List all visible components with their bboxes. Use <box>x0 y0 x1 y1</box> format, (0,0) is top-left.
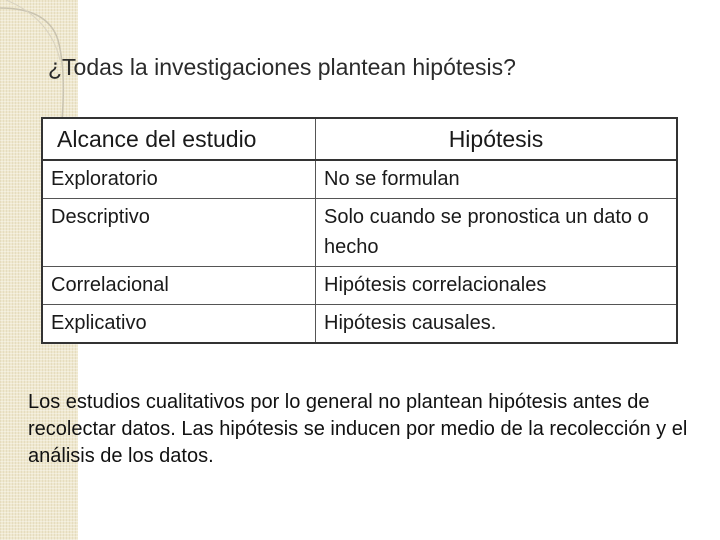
cell-scope: Correlacional <box>42 267 316 305</box>
cell-scope: Explicativo <box>42 305 316 344</box>
cell-hypothesis: No se formulan <box>316 160 678 199</box>
table-row <box>42 267 677 305</box>
cell-hypothesis: Solo cuando se pronostica un dato o hecho <box>316 199 678 267</box>
cell-hypothesis: Hipótesis causales. <box>316 305 678 344</box>
qualitative-studies-note: Los estudios cualitativos por lo general no plantean hipótesis antes de recolectar datos. Las hipótesis se inducen por medio de la recolección y el análisis de los datos. <box>28 391 688 467</box>
table-row <box>42 160 677 199</box>
cell-scope: Descriptivo <box>42 199 316 267</box>
header-study-scope: Alcance del estudio <box>42 118 316 160</box>
study-scope-table <box>41 117 678 344</box>
cell-hypothesis: Hipótesis correlacionales <box>316 267 678 305</box>
slide-title: ¿Todas la investigaciones plantean hipótesis? <box>48 54 516 80</box>
table-row <box>42 199 677 267</box>
table-header-row <box>42 118 677 160</box>
header-hypothesis: Hipótesis <box>316 118 678 160</box>
table-row <box>42 305 677 344</box>
cell-scope: Exploratorio <box>42 160 316 199</box>
